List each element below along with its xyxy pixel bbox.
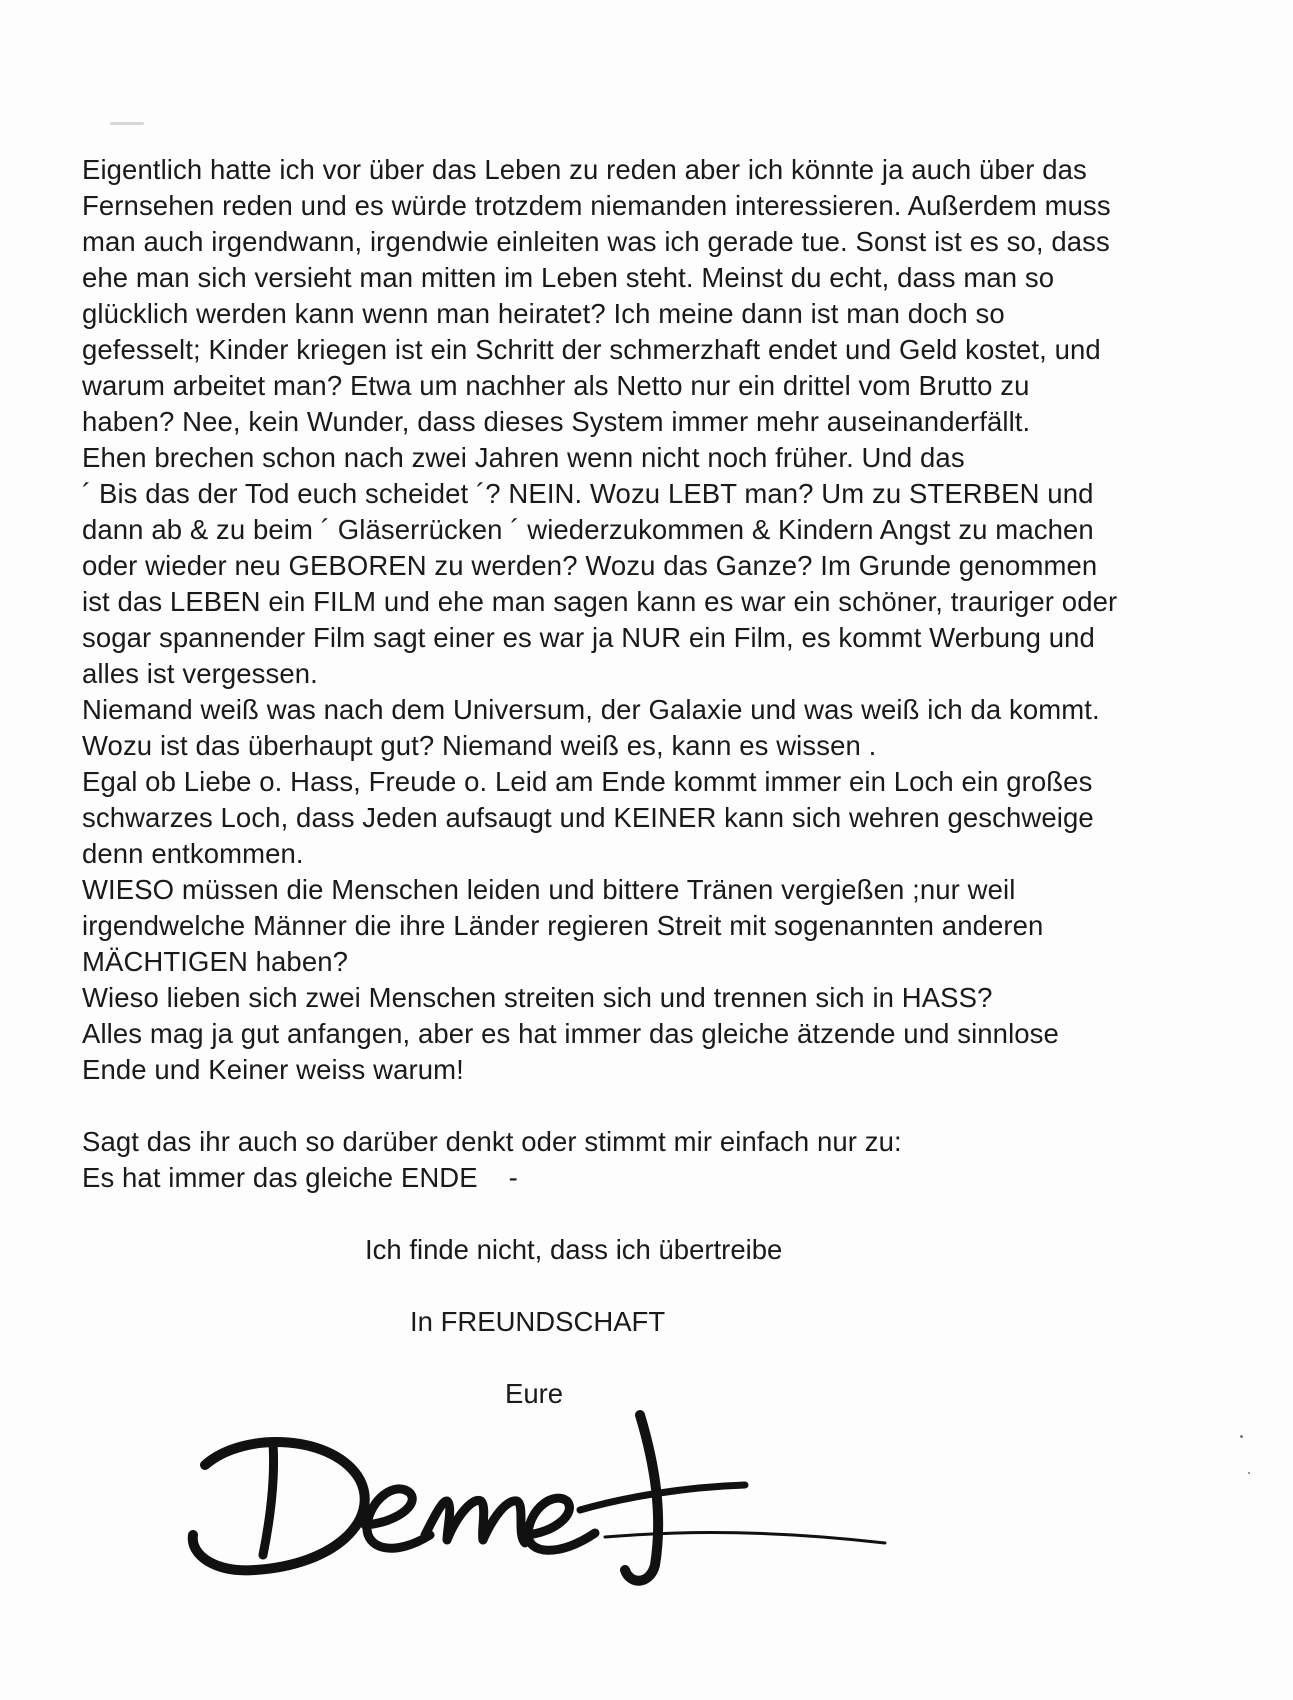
handwritten-signature (185, 1405, 905, 1595)
paper-smudge (110, 122, 144, 125)
letter-line: Alles mag ja gut anfangen, aber es hat immer das gleiche ätzende und sinnlose (82, 1018, 1059, 1049)
letter-body (82, 152, 1262, 1196)
paper-speck (1248, 1472, 1250, 1474)
letter-line: Ehen brechen schon nach zwei Jahren wenn nicht noch früher. Und das (82, 442, 965, 473)
letter-line: irgendwelche Männer die ihre Länder regieren Streit mit sogenannten anderen (82, 910, 1044, 941)
letter-line: sogar spannender Film sagt einer es war ja NUR ein Film, es kommt Werbung und (82, 622, 1095, 653)
letter-line: gefesselt; Kinder kriegen ist ein Schritt der schmerzhaft endet und Geld kostet, und (82, 334, 1101, 365)
closing-line: Sagt das ihr auch so darüber denkt oder stimmt mir einfach nur zu: (82, 1126, 902, 1157)
paper-speck (1240, 1435, 1243, 1438)
closing-line: Es hat immer das gleiche ENDE - (82, 1162, 518, 1193)
letter-line: ´ Bis das der Tod euch scheidet ´? NEIN. Wozu LEBT man? Um zu STERBEN und (82, 478, 1094, 509)
remark-text: Ich finde nicht, dass ich übertreibe (365, 1234, 783, 1265)
letter-line: warum arbeitet man? Etwa um nachher als Netto nur ein drittel vom Brutto zu (82, 370, 1030, 401)
letter-line: Wieso lieben sich zwei Menschen streiten sich und trennen sich in HASS? (82, 982, 993, 1013)
valediction-text: Eure (505, 1378, 564, 1409)
paragraph-gap (82, 1088, 1262, 1124)
letter-line: glücklich werden kann wenn man heiratet? Ich meine dann ist man doch so (82, 298, 1005, 329)
letter-line: ehe man sich versieht man mitten im Leben steht. Meinst du echt, dass man so (82, 262, 1055, 293)
letter-line: dann ab & zu beim ´ Gläserrücken ´ wiederzukommen & Kindern Angst zu machen (82, 514, 1094, 545)
letter-line: Ende und Keiner weiss warum! (82, 1054, 464, 1085)
letter-line: oder wieder neu GEBOREN zu werden? Wozu das Ganze? Im Grunde genommen (82, 550, 1098, 581)
letter-line: Fernsehen reden und es würde trotzdem niemanden interessieren. Außerdem muss (82, 190, 1111, 221)
letter-line: ist das LEBEN ein FILM und ehe man sagen kann es war ein schöner, trauriger oder (82, 586, 1118, 617)
letter-line: schwarzes Loch, dass Jeden aufsaugt und KEINER kann sich wehren geschweige (82, 802, 1094, 833)
letter-line: MÄCHTIGEN haben? (82, 946, 349, 977)
letter-line: haben? Nee, kein Wunder, dass dieses System immer mehr auseinanderfällt. (82, 406, 1031, 437)
letter-line: Eigentlich hatte ich vor über das Leben zu reden aber ich könnte ja auch über das (82, 154, 1087, 185)
letter-line: denn entkommen. (82, 838, 304, 869)
letter-line: Wozu ist das überhaupt gut? Niemand weiß es, kann es wissen . (82, 730, 877, 761)
letter-line: WIESO müssen die Menschen leiden und bittere Tränen vergießen ;nur weil (82, 874, 1016, 905)
letter-line: Niemand weiß was nach dem Universum, der Galaxie und was weiß ich da kommt. (82, 694, 1100, 725)
letter-line: alles ist vergessen. (82, 658, 318, 689)
salutation-text: In FREUNDSCHAFT (410, 1306, 666, 1337)
letter-line: man auch irgendwann, irgendwie einleiten was ich gerade tue. Sonst ist es so, dass (82, 226, 1110, 257)
letter-line: Egal ob Liebe o. Hass, Freude o. Leid am Ende kommt immer ein Loch ein großes (82, 766, 1093, 797)
